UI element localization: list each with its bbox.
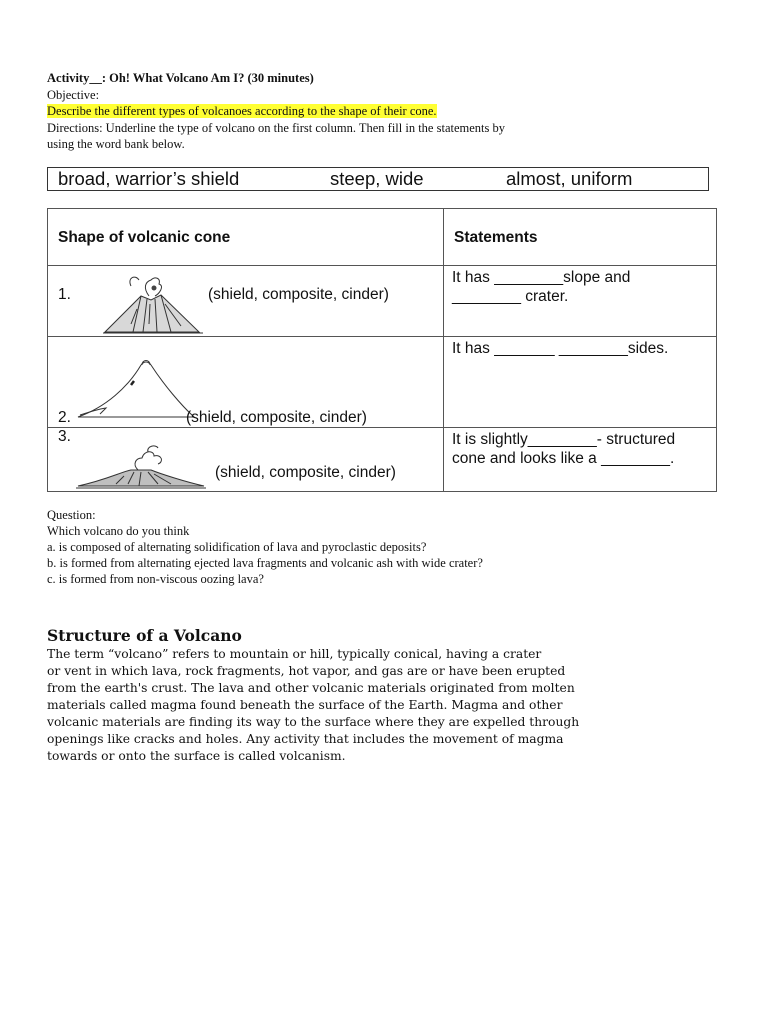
section-heading: Structure of a Volcano xyxy=(47,626,242,645)
directions-line-2: using the word bank below. xyxy=(47,137,185,151)
shape-cell xyxy=(48,266,444,337)
objective-text: Describe the different types of volcanoes according to the shape of their cone. xyxy=(47,104,437,118)
table-row xyxy=(48,337,717,428)
composite-volcano-illustration xyxy=(103,274,203,336)
statement-line: ________ crater. xyxy=(452,288,569,305)
row-number: 1. xyxy=(58,286,71,303)
question-prompt: Which volcano do you think xyxy=(47,524,190,538)
activity-header xyxy=(47,70,727,153)
column-header-statements: Statements xyxy=(444,209,717,266)
statement-line: cone and looks like a ________. xyxy=(452,450,675,467)
shape-cell xyxy=(48,428,444,492)
row-number: 2. xyxy=(58,409,71,426)
question-item: b. is formed from alternating ejected lava fragments and volcanic ash with wide crater? xyxy=(47,556,483,570)
question-section xyxy=(47,507,483,587)
word-bank xyxy=(47,167,709,191)
shape-cell xyxy=(48,337,444,428)
objective-label: Objective: xyxy=(47,87,100,102)
structure-section xyxy=(47,626,667,765)
volcano-table xyxy=(47,208,717,492)
activity-title: Activity__: Oh! What Volcano Am I? (30 minutes) xyxy=(47,71,314,85)
question-item: a. is composed of alternating solidification of lava and pyroclastic deposits? xyxy=(47,540,427,554)
volcano-type-options: (shield, composite, cinder) xyxy=(208,286,389,303)
statement-line: It has _______ ________sides. xyxy=(452,340,669,357)
statement-line: It is slightly________- structured xyxy=(452,431,676,448)
volcano-type-options: (shield, composite, cinder) xyxy=(186,409,367,426)
statement-cell xyxy=(444,266,717,337)
question-item: c. is formed from non-viscous oozing lava? xyxy=(47,572,264,586)
cinder-volcano-illustration xyxy=(76,444,206,490)
row-number: 3. xyxy=(58,428,71,445)
question-label: Question: xyxy=(47,508,96,522)
volcano-type-options: (shield, composite, cinder) xyxy=(215,464,396,481)
statement-line: It has ________slope and xyxy=(452,269,631,286)
shield-volcano-illustration xyxy=(76,357,196,422)
table-row xyxy=(48,266,717,337)
statement-cell xyxy=(444,428,717,492)
table-header-row xyxy=(48,209,717,266)
structure-paragraph: The term “volcano” refers to mountain or hill, typically conical, having a crater or vent in which lava, rock fragments, hot vapor, and gas are or have been erupted from the earth's crust. The lava and other volcanic materials originated from molten materials called magma found beneath the surface of the Earth. Magma and other volcanic materials are finding its way to the surface where they are expelled through openings like cracks and holes. Any activity that includes the movement of magma towards or onto the surface is called volcanism. xyxy=(47,647,580,763)
table-row xyxy=(48,428,717,492)
directions-line-1: Directions: Underline the type of volcano on the first column. Then fill in the statements by xyxy=(47,120,505,135)
column-header-shape: Shape of volcanic cone xyxy=(48,209,444,266)
word-bank-item: steep, wide xyxy=(330,168,424,189)
word-bank-item: broad, warrior’s shield xyxy=(58,168,240,189)
statement-cell xyxy=(444,337,717,428)
word-bank-item: almost, uniform xyxy=(506,168,633,189)
